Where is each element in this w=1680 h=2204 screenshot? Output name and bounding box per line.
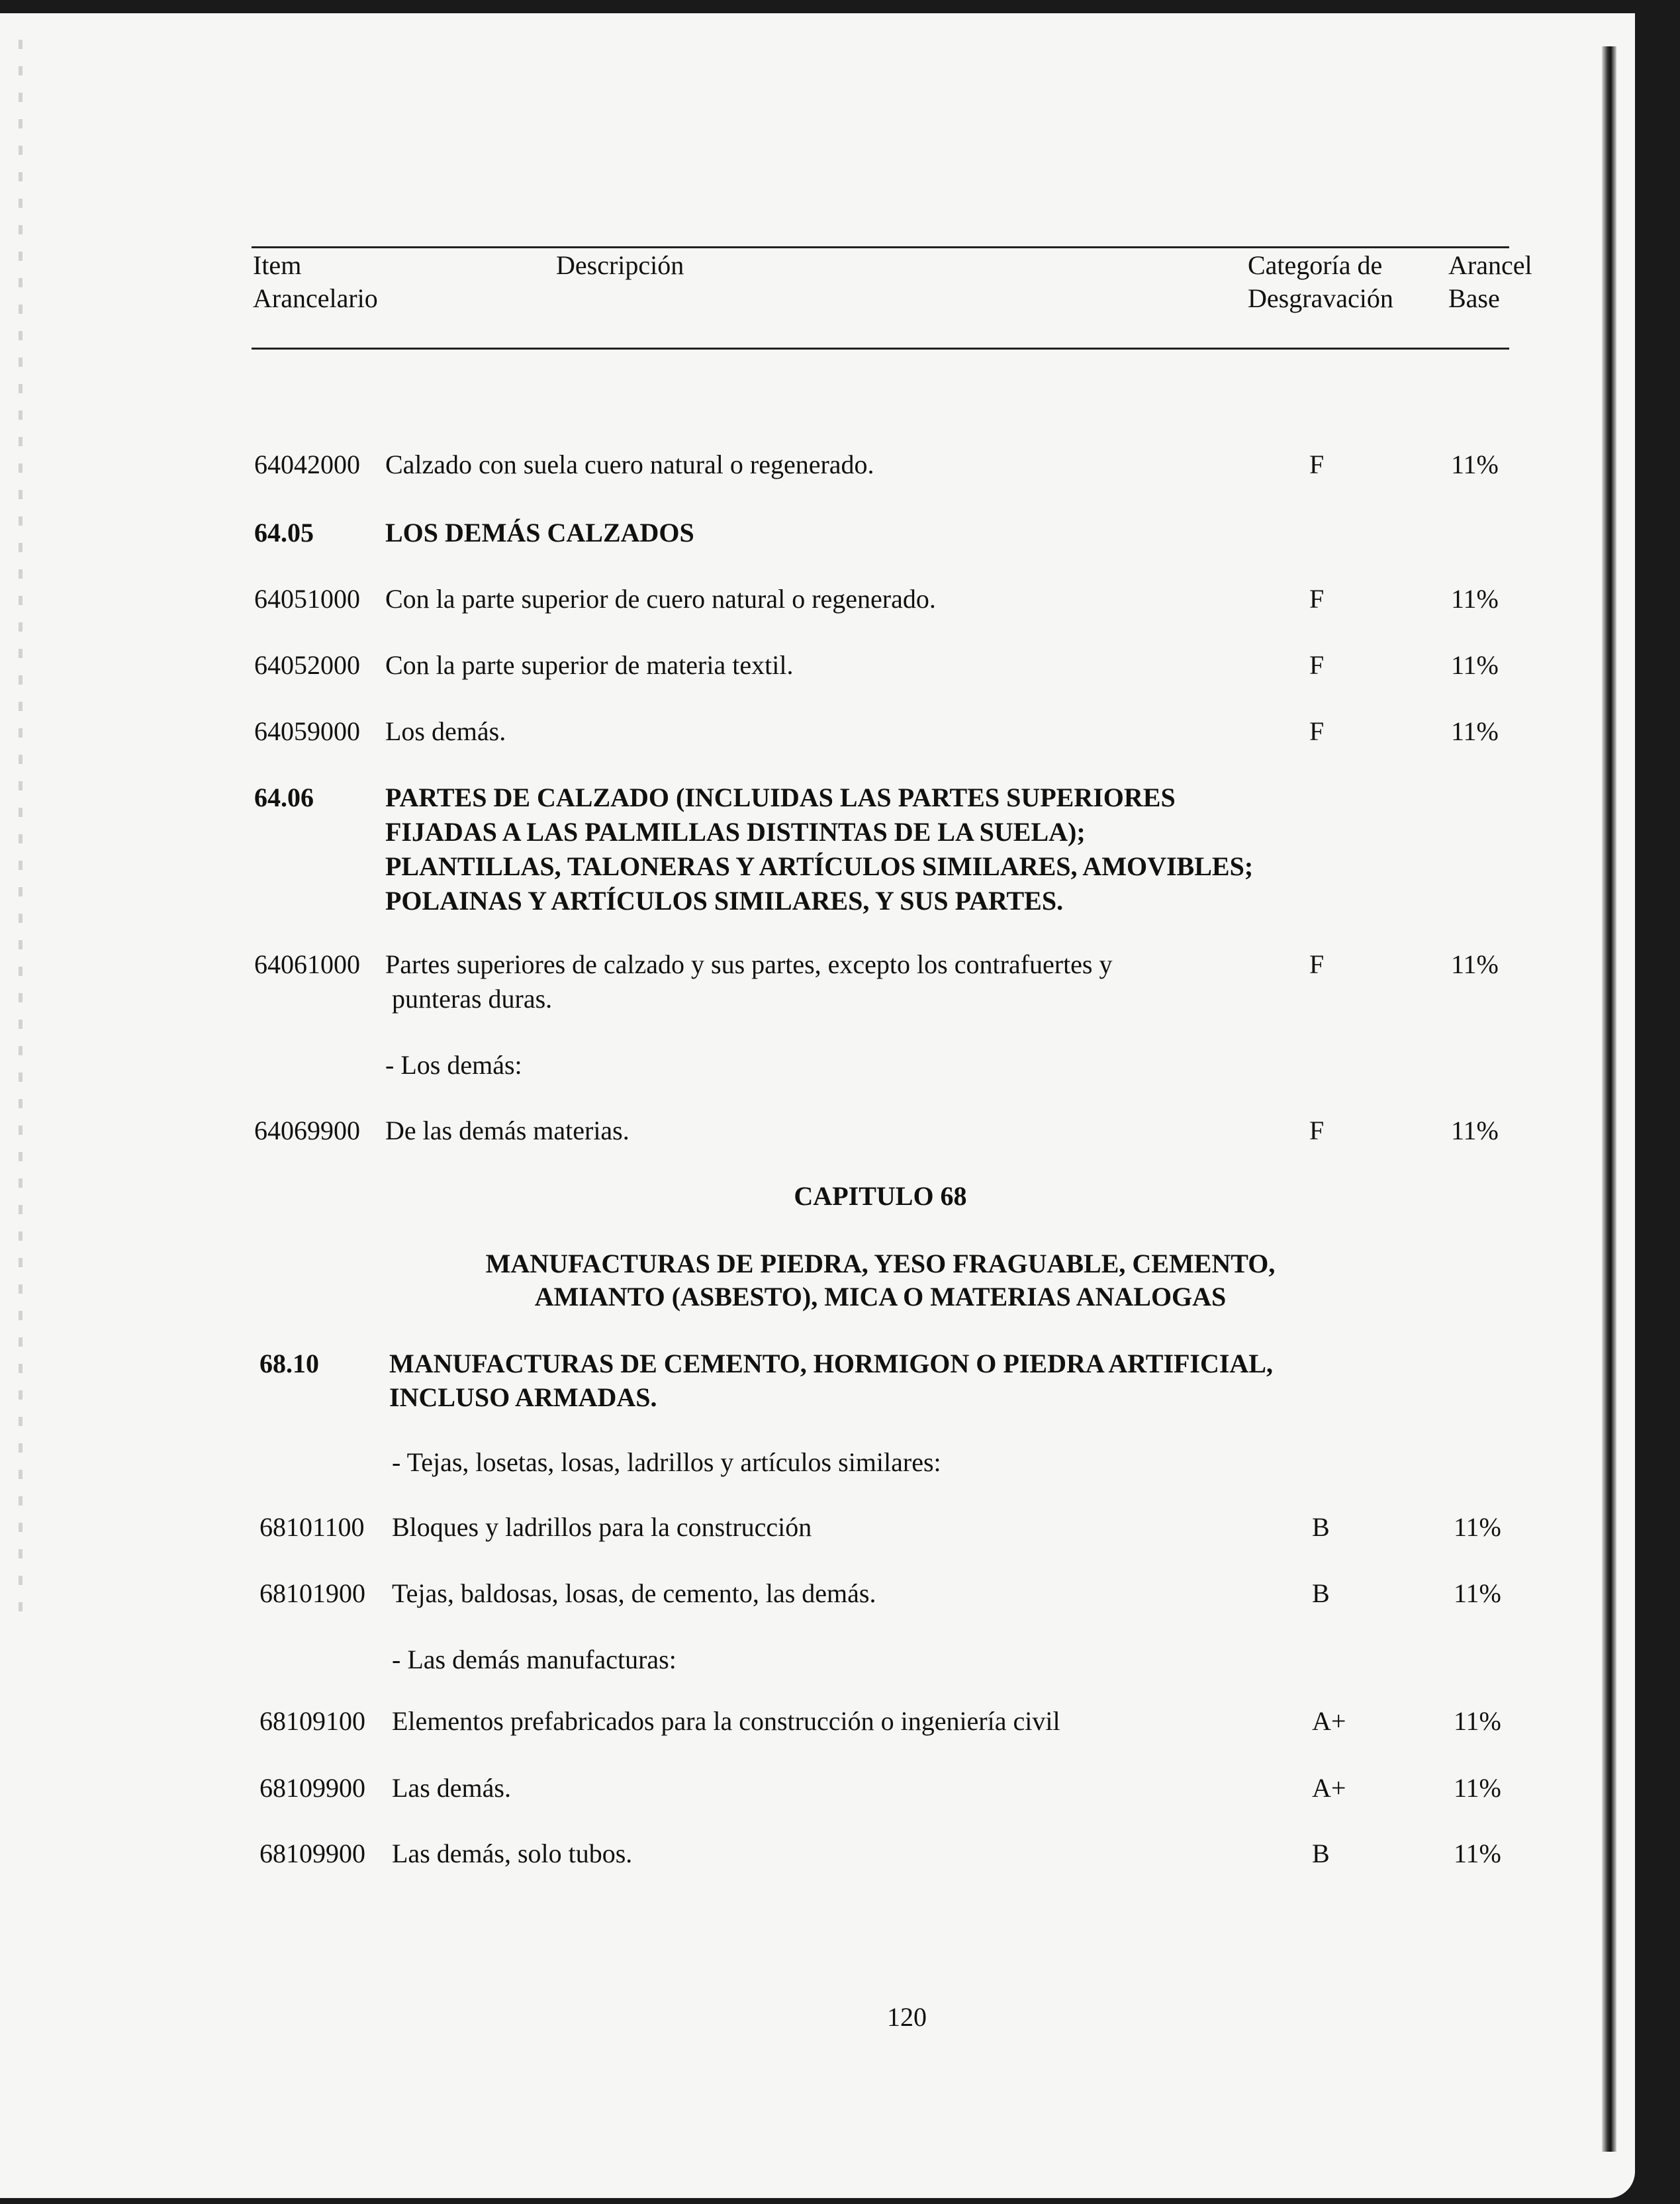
header-top-rule: [252, 246, 1509, 248]
heading-description-line: POLAINAS Y ARTÍCULOS SIMILARES, Y SUS PARTES.: [385, 886, 1064, 916]
item-base-rate: 11%: [1451, 1116, 1499, 1145]
item-code: 64061000: [254, 949, 360, 979]
item-description: Tejas, baldosas, losas, de cemento, las demás.: [392, 1578, 876, 1608]
item-base-rate: 11%: [1451, 949, 1499, 979]
item-category: B: [1312, 1512, 1330, 1542]
item-base-rate: 11%: [1454, 1839, 1501, 1868]
heading-description: LOS DEMÁS CALZADOS: [385, 518, 694, 548]
page-number: 120: [887, 2002, 927, 2032]
item-base-rate: 11%: [1451, 716, 1499, 746]
column-header-base-line1: Arancel: [1448, 250, 1532, 280]
subheading-text: - Los demás:: [385, 1050, 522, 1080]
item-description: Las demás.: [392, 1773, 511, 1803]
column-header-base-line2: Base: [1448, 283, 1500, 313]
chapter-subtitle-line: MANUFACTURAS DE PIEDRA, YESO FRAGUABLE, CEMENTO,: [485, 1249, 1276, 1278]
item-category: B: [1312, 1839, 1330, 1868]
item-base-rate: 11%: [1454, 1706, 1501, 1736]
item-code: 68109900: [259, 1773, 365, 1803]
item-description-line: punteras duras.: [392, 984, 553, 1014]
heading-description-line: FIJADAS A LAS PALMILLAS DISTINTAS DE LA SUELA);: [385, 817, 1086, 847]
item-code: 64042000: [254, 450, 360, 479]
item-description: Bloques y ladrillos para la construcción: [392, 1512, 812, 1542]
scan-left-margin-marks: [19, 40, 23, 1629]
item-base-rate: 11%: [1454, 1578, 1501, 1608]
column-header-base: [1448, 249, 1532, 315]
item-category: F: [1309, 650, 1325, 680]
item-code: 68101100: [259, 1512, 365, 1542]
column-header-description: [556, 249, 684, 282]
page-binding-edge: [1602, 46, 1616, 2152]
item-base-rate: 11%: [1451, 584, 1499, 614]
column-header-item: [253, 249, 378, 315]
subheading-text: - Tejas, losetas, losas, ladrillos y artículos similares:: [392, 1447, 941, 1477]
item-description: Calzado con suela cuero natural o regenerado.: [385, 450, 874, 479]
item-base-rate: 11%: [1451, 650, 1499, 680]
item-description: Elementos prefabricados para la construcción o ingeniería civil: [392, 1706, 1060, 1736]
item-category: F: [1309, 584, 1325, 614]
item-base-rate: 11%: [1454, 1773, 1501, 1803]
heading-code: 68.10: [259, 1349, 319, 1378]
item-base-rate: 11%: [1454, 1512, 1501, 1542]
item-category: B: [1312, 1578, 1330, 1608]
column-header-category: [1248, 249, 1393, 315]
item-code: 68109100: [259, 1706, 365, 1736]
item-description: Las demás, solo tubos.: [392, 1839, 633, 1868]
subheading-text: - Las demás manufacturas:: [392, 1645, 677, 1674]
column-header-item-line2: Arancelario: [253, 283, 378, 313]
item-description-line: Partes superiores de calzado y sus partes, excepto los contrafuertes y: [385, 949, 1113, 979]
column-header-description-label: Descripción: [556, 250, 684, 280]
heading-code: 64.06: [254, 783, 314, 812]
item-category: F: [1309, 716, 1325, 746]
heading-description-line: PARTES DE CALZADO (INCLUIDAS LAS PARTES SUPERIORES: [385, 783, 1176, 812]
item-category: A+: [1312, 1706, 1346, 1736]
header-bottom-rule: [252, 348, 1509, 350]
item-code: 64059000: [254, 716, 360, 746]
item-category: F: [1309, 450, 1325, 479]
chapter-title: CAPITULO 68: [794, 1181, 967, 1211]
heading-description-line: PLANTILLAS, TALONERAS Y ARTÍCULOS SIMILARES, AMOVIBLES;: [385, 851, 1254, 881]
item-code: 64051000: [254, 584, 360, 614]
item-description: Los demás.: [385, 716, 506, 746]
heading-code: 64.05: [254, 518, 314, 548]
item-code: 68101900: [259, 1578, 365, 1608]
item-category: A+: [1312, 1773, 1346, 1803]
item-description: Con la parte superior de cuero natural o regenerado.: [385, 584, 936, 614]
item-base-rate: 11%: [1451, 450, 1499, 479]
item-code: 64069900: [254, 1116, 360, 1145]
heading-description-line: MANUFACTURAS DE CEMENTO, HORMIGON O PIEDRA ARTIFICIAL,: [389, 1349, 1273, 1378]
document-page: [0, 13, 1635, 2198]
column-header-category-line2: Desgravación: [1248, 283, 1393, 313]
item-code: 64052000: [254, 650, 360, 680]
item-category: F: [1309, 1116, 1325, 1145]
item-description: Con la parte superior de materia textil.: [385, 650, 794, 680]
item-category: F: [1309, 949, 1325, 979]
column-header-item-line1: Item: [253, 250, 302, 280]
item-description: De las demás materias.: [385, 1116, 630, 1145]
column-header-category-line1: Categoría de: [1248, 250, 1383, 280]
heading-description-line: INCLUSO ARMADAS.: [389, 1382, 657, 1412]
item-code: 68109900: [259, 1839, 365, 1868]
chapter-subtitle-line: AMIANTO (ASBESTO), MICA O MATERIAS ANALOGAS: [534, 1282, 1227, 1312]
